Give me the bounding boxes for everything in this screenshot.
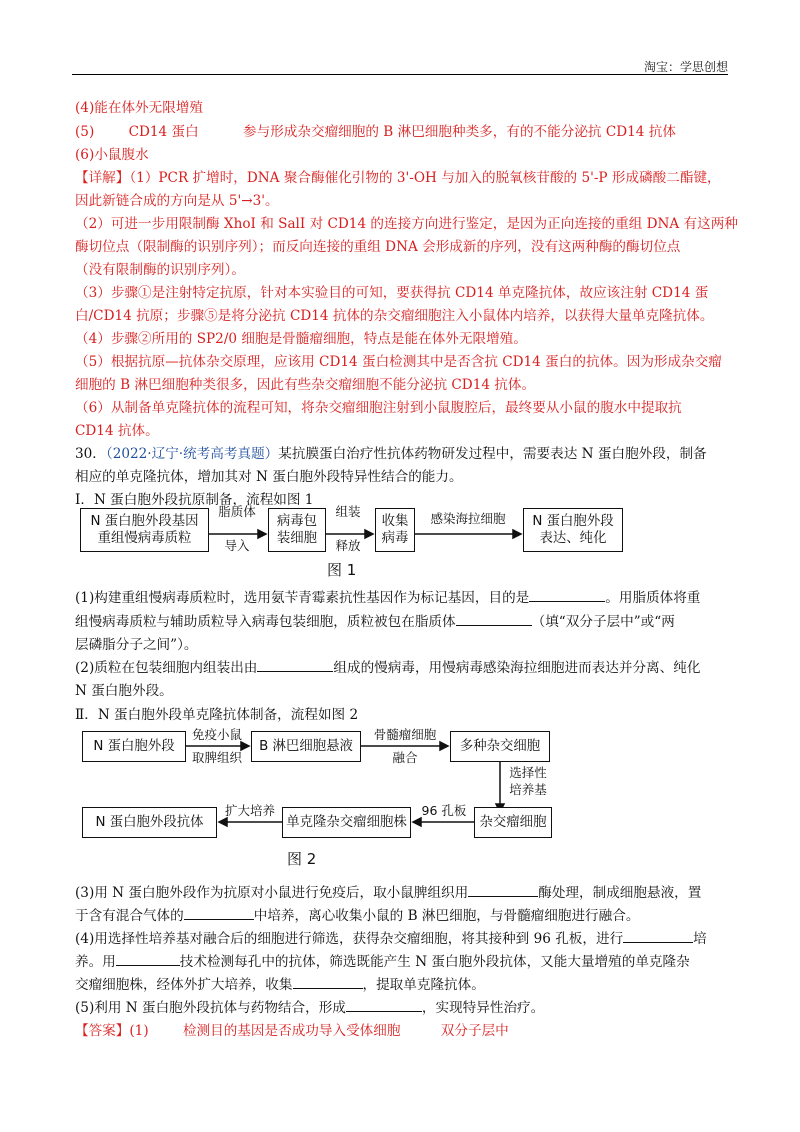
q1-b-end: （填“双分子层中”或“两 [531,614,675,630]
fig1-label-import: 导入 [224,538,250,553]
fig2-box-monoclonal-line: 单克隆杂交瘤细胞株 [282,807,411,838]
answer-5-b: 参与形成杂交瘤细胞的 B 淋巴细胞种类多，有的不能分泌抗 CD14 抗体 [243,124,676,140]
q3-blank-1[interactable] [468,884,538,897]
q2-a-text: (2)质粒在包装细胞内组装出由 [75,660,258,676]
detail-p6b: CD14 抗体。 [75,423,159,439]
detail-p2b: 酶切位点（限制酶的识别序列）；而反向连接的重组 DNA 会形成新的序列，没有这两种酶的酶切位点 [75,239,681,255]
q4-c-end: ，提取单克隆抗体。 [362,977,485,993]
fig1-box3-line1: 收集 [381,514,409,529]
fig1-box2-line1: 病毒包 [276,514,318,529]
fig2-label-medium: 培养基 [509,782,547,797]
fig1-label-release: 释放 [335,538,361,553]
fig2-label-myeloma: 骨髓瘤细胞 [373,727,437,742]
detail-p1b: 因此新链合成的方向是从 5'→3'。 [75,193,279,209]
fig2-label-96-well: 96 孔板 [421,803,467,818]
fig2-label-expand: 扩大培养 [224,803,275,818]
q4-blank-1[interactable] [623,930,693,943]
answer-1-a: 检测目的基因是否成功导入受体细胞 [182,1023,401,1039]
q4-a-text: (4)用选择性培养基对融合后的细胞进行筛选，获得杂交瘤细胞，将其接种到 96 孔板，进行 [75,931,624,947]
fig2-box-antibody: N 蛋白胞外段抗体 [82,807,217,838]
q5-text: (5)利用 N 蛋白胞外段抗体与药物结合，形成 [75,1000,346,1016]
q30-stem-text: 某抗膜蛋白治疗性抗体药物研发过程中，需要表达 N 蛋白胞外段，制备 [278,446,707,462]
q3-line-b [75,907,639,925]
answer-1-b: 双分子层中 [440,1023,509,1039]
fig2-box-n-protein: N 蛋白胞外段 [82,731,186,762]
answer-line-6: (6)小鼠腹水 [75,147,149,163]
q1-a-text: (1)构建重组慢病毒质粒时，选用氨苄青霉素抗性基因作为标记基因，目的是 [75,590,530,606]
q4-a-end: 培 [693,931,707,947]
fig2-box-hybridoma: 杂交瘤细胞 [474,807,552,838]
fig1-label-liposome: 脂质体 [218,504,256,519]
answer-line-4: (4)能在体外无限增殖 [75,100,204,116]
detail-p1a-text: （1）PCR 扩增时，DNA 聚合酶催化引物的 3'-OH 与加入的脱氧核苷酸的 5'-P 形成磷酸二酯键， [129,170,721,186]
answer-5-a: CD14 蛋白 [128,124,199,140]
answer-tag: 【答案】 [75,1023,130,1039]
detail-p3a: （3）步骤①是注射特定抗原，针对本实验目的可知，要获得抗 CD14 单克隆抗体，故应该注射 CD14 蛋 [75,285,709,301]
detail-tag: 【详解】 [75,170,130,186]
q30-part2: Ⅱ．N 蛋白胞外段单克隆抗体制备，流程如图 2 [75,707,359,723]
header-text: 淘宝：学思创想 [643,60,728,74]
detail-p4: （4）步骤②所用的 SP2/0 细胞是骨髓瘤细胞，特点是能在体外无限增殖。 [75,331,527,347]
fig1-label-infect-hela: 感染海拉细胞 [430,511,506,526]
q4-c-text: 交瘤细胞株，经体外扩大培养，收集 [75,977,293,993]
q3-a-end: 酶处理，制成细胞悬液，置 [538,885,702,901]
q4-b-end: 技术检测每孔中的抗体，筛选既能产生 N 蛋白胞外段抗体，又能大量增殖的单克隆杂 [179,954,690,970]
detail-p5a: （5）根据抗原—抗体杂交原理，应该用 CD14 蛋白检测其中是否含抗 CD14 蛋白的抗体。因为形成杂交瘤 [75,354,722,370]
fig2-label-selective: 选择性 [509,765,547,780]
q5-end: ，实现特异性治疗。 [421,1000,545,1016]
detail-p5b: 细胞的 B 淋巴细胞种类很多，因此有些杂交瘤细胞不能分泌抗 CD14 抗体。 [75,377,536,393]
q30-source: （2022·辽宁·统考高考真题） [105,446,279,462]
fig1-caption: 图 1 [327,561,357,579]
q3-b-end: 中培养，离心收集小鼠的 B 淋巴细胞，与骨髓瘤细胞进行融合。 [253,908,640,924]
fig2-caption: 图 2 [287,850,317,868]
q30-stem-b: 相应的单克隆抗体，增加其对 N 蛋白胞外段特异性结合的能力。 [75,469,463,485]
q4-line-a [75,930,707,948]
fig2-box-b-cell-suspension: B 淋巴细胞悬液 [251,731,361,762]
q30-part1: Ⅰ．N 蛋白胞外段抗原制备，流程如图 1 [75,492,314,508]
fig1-box4-line1: N 蛋白胞外段 [532,514,614,529]
detail-p3b: 白/CD14 抗原；步骤⑤是将分泌抗 CD14 抗体的杂交瘤细胞注入小鼠体内培养，以获得大量单克隆抗体。 [75,308,714,324]
fig1-label-assemble: 组装 [335,504,361,519]
fig1-box3-line2: 病毒 [381,531,409,546]
q4-blank-2[interactable] [116,953,180,966]
answer-5-num: (5) [75,124,95,140]
q5-blank-1[interactable] [346,999,422,1012]
q3-line-a [75,884,701,902]
fig2-box-hybrid-cells: 多种杂交细胞 [450,731,550,762]
fig1-box2-line2: 装细胞 [276,531,318,546]
q2-line-b: N 蛋白胞外段。 [75,683,173,699]
fig1-box4-line2: 表达、纯化 [539,531,607,546]
answer-num: (1) [129,1023,149,1039]
q1-line-c: 层磷脂分子之间”）。 [75,637,198,653]
q3-b-text: 于含有混合气体的 [75,908,184,924]
q4-line-b [75,953,690,971]
q3-a-text: (3)用 N 蛋白胞外段作为抗原对小鼠进行免疫后，取小鼠脾组织用 [75,885,469,901]
fig1-box1-line1: N 蛋白胞外段基因 [90,514,199,529]
detail-p2c: （没有限制酶的识别序列）。 [75,262,245,278]
q4-line-c [75,976,485,994]
fig2-label-immunize: 免疫小鼠 [191,727,242,742]
q3-blank-2[interactable] [184,907,254,920]
fig2-label-spleen: 取脾组织 [191,750,242,765]
q30-number: 30． [75,446,106,462]
q5-line [75,999,544,1017]
answer-line-1 [75,1022,509,1040]
q1-a-end: 。用脂质体将重 [605,590,701,606]
q4-b-text: 养。用 [75,954,116,970]
q1-b-text: 组慢病毒质粒与辅助质粒导入病毒包装细胞，质粒被包在脂质体 [75,614,456,630]
detail-p2a: （2）可进一步用限制酶 XhoI 和 SalI 对 CD14 的连接方向进行鉴定，是因为正向连接的重组 DNA 有这两种 [75,216,738,232]
fig2-label-fusion: 融合 [392,750,418,765]
fig1-box1-line2: 重组慢病毒质粒 [97,531,192,546]
detail-p6a: （6）从制备单克隆抗体的流程可知，将杂交瘤细胞注射到小鼠腹腔后，最终要从小鼠的腹水中提取抗 [75,400,682,416]
q4-blank-3[interactable] [293,976,363,989]
q2-a-end: 组成的慢病毒，用慢病毒感染海拉细胞进而表达并分离、纯化 [333,660,701,676]
